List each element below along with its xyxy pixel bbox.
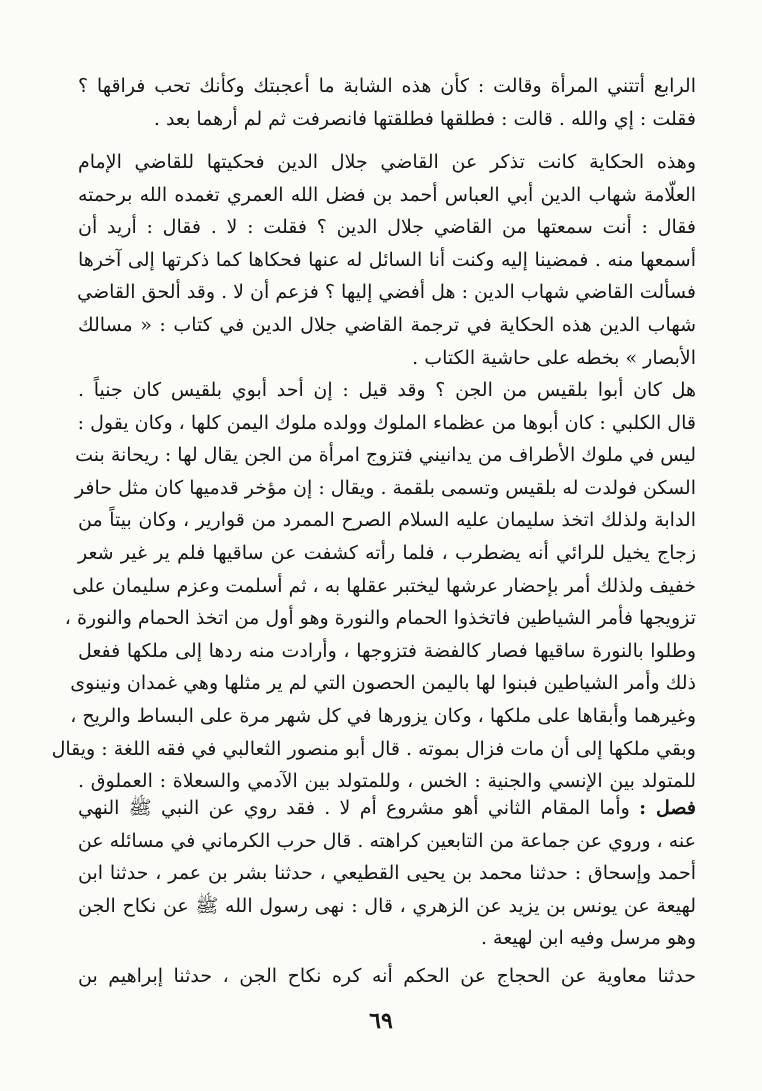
text-line: ليس في ملوك الأطراف من يدانيني فتزوج امرأة من الجن يقال لها : ريحانة بنت xyxy=(75,444,696,467)
text-line: قال الكلبي : كان أبوها من عظماء الملوك وولده ملوك اليمن كلها ، وكان يقول : xyxy=(77,411,696,434)
text-line: شهاب الدين هذه الحكاية في ترجمة القاضي جلال الدين في كتاب : « مسالك xyxy=(78,313,696,336)
text-line-body: وأما المقام الثاني أهو مشروع أم لا . فقد روي عن النبي ﷺ النهي xyxy=(78,797,630,819)
text-line: هل كان أبوا بلقيس من الجن ؟ وقد قيل : إن أحد أبوي بلقيس كان جنياً . xyxy=(78,379,696,401)
text-line: فسألت القاضي شهاب الدين : هل أفضي إليها ؟ فزعم أن لا . وقد ألحق القاضي xyxy=(77,281,696,304)
text-line: للمتولد بين الإنسي والجنية : الخس ، وللمتولد بين الآدمي والسعلاة : العملوق . xyxy=(78,770,696,793)
text-line: وطلوا بالنورة ساقيها فصار كالفضة فتزوجها ، وأرادت منه ردها إلى ملكها ففعل xyxy=(78,639,696,662)
page-number: ٦٩ xyxy=(369,1008,393,1034)
text-line: تزويجها فأمر الشياطين فاتخذوا الحمام والنورة وهو أول من اتخذ الحمام والنورة ، xyxy=(64,607,696,630)
paragraph-3 xyxy=(51,374,696,798)
paragraph-1 xyxy=(78,70,696,135)
text-line: خفيف ولذلك أمر بإحضار عرشها ليختبر عقلها به ، ثم أسلمت وعزم سليمان على xyxy=(72,574,696,597)
text-line: السكن فولدت له بلقيس وتسمى بلقمة . ويقال : إن مؤخر قدميها كان مثل حافر xyxy=(74,476,696,499)
text-line: الرابع أتتني المرأة وقالت : كأن هذه الشابة ما أعجبتك وكأنك تحب فراقها ؟ xyxy=(78,75,696,97)
text-line: فقلت : إي والله . قالت : فطلقها فطلقتها فانصرفت ثم لم أرهما بعد . xyxy=(153,107,696,130)
text-line: وبقي ملكها إلى أن مات فزال بموته . قال أبو منصور الثعالبي في فقه اللغة : ويقال xyxy=(51,737,696,760)
paragraph-4 xyxy=(78,792,696,955)
text-line: الأبصار » بخطه على حاشية الكتاب . xyxy=(412,346,696,369)
paragraph-2 xyxy=(78,146,696,374)
section-heading: فصل : xyxy=(639,797,696,819)
text-line: أحمد وإسحاق : حدثنا محمد بن يحيى القطيعي ، حدثنا بشر بن عمر ، حدثنا ابن xyxy=(78,862,696,885)
text-line: العلّامة شهاب الدين أبي العباس أحمد بن فضل الله العمري تغمده الله برحمته xyxy=(78,183,696,206)
text-line: وهو مرسل وفيه ابن لهيعة . xyxy=(480,927,696,950)
text-line: لهيعة عن يونس بن يزيد عن الزهري ، قال : نهى رسول الله ﷺ عن نكاح الجن xyxy=(78,894,696,917)
text-line: الدابة ولذلك اتخذ سليمان عليه السلام الصرح الممرد من قوارير ، وكان بيتاً من xyxy=(78,509,696,532)
paragraph-5 xyxy=(78,960,696,993)
text-line: وهذه الحكاية كانت تذكر عن القاضي جلال الدين فحكيتها للقاضي الإمام xyxy=(78,151,696,173)
text-line: زجاج يخيل للرائي أنه يضطرب ، فلما رأته كشفت عن ساقيها فلم ير غير شعر xyxy=(78,541,696,564)
text-line: فقال : أنت سمعتها من القاضي جلال الدين ؟ فقلت : لا . فقال : أريد أن xyxy=(78,216,696,239)
text-line: ذلك وأمر الشياطين فبنوا لها باليمن الحصون التي لم ير مثلها وهي غمدان ونينوى xyxy=(70,672,696,695)
text-line: حدثنا معاوية عن الحجاج عن الحكم أنه كره نكاح الجن ، حدثنا إبراهيم بن xyxy=(78,965,696,987)
text-line xyxy=(78,792,696,825)
text-line: أسمعها منه . فمضينا إليه وكنت أنا السائل له عنها فحكاها كما ذكرتها إلى آخرها xyxy=(78,248,696,271)
text-line: وغيرهما وأبقاها على ملكها ، وكان يزورها في كل شهر مرة على البساط والريح ، xyxy=(70,704,696,727)
text-line: عنه ، وروي عن جماعة من التابعين كراهته . قال حرب الكرماني في مسائله عن xyxy=(77,829,696,852)
